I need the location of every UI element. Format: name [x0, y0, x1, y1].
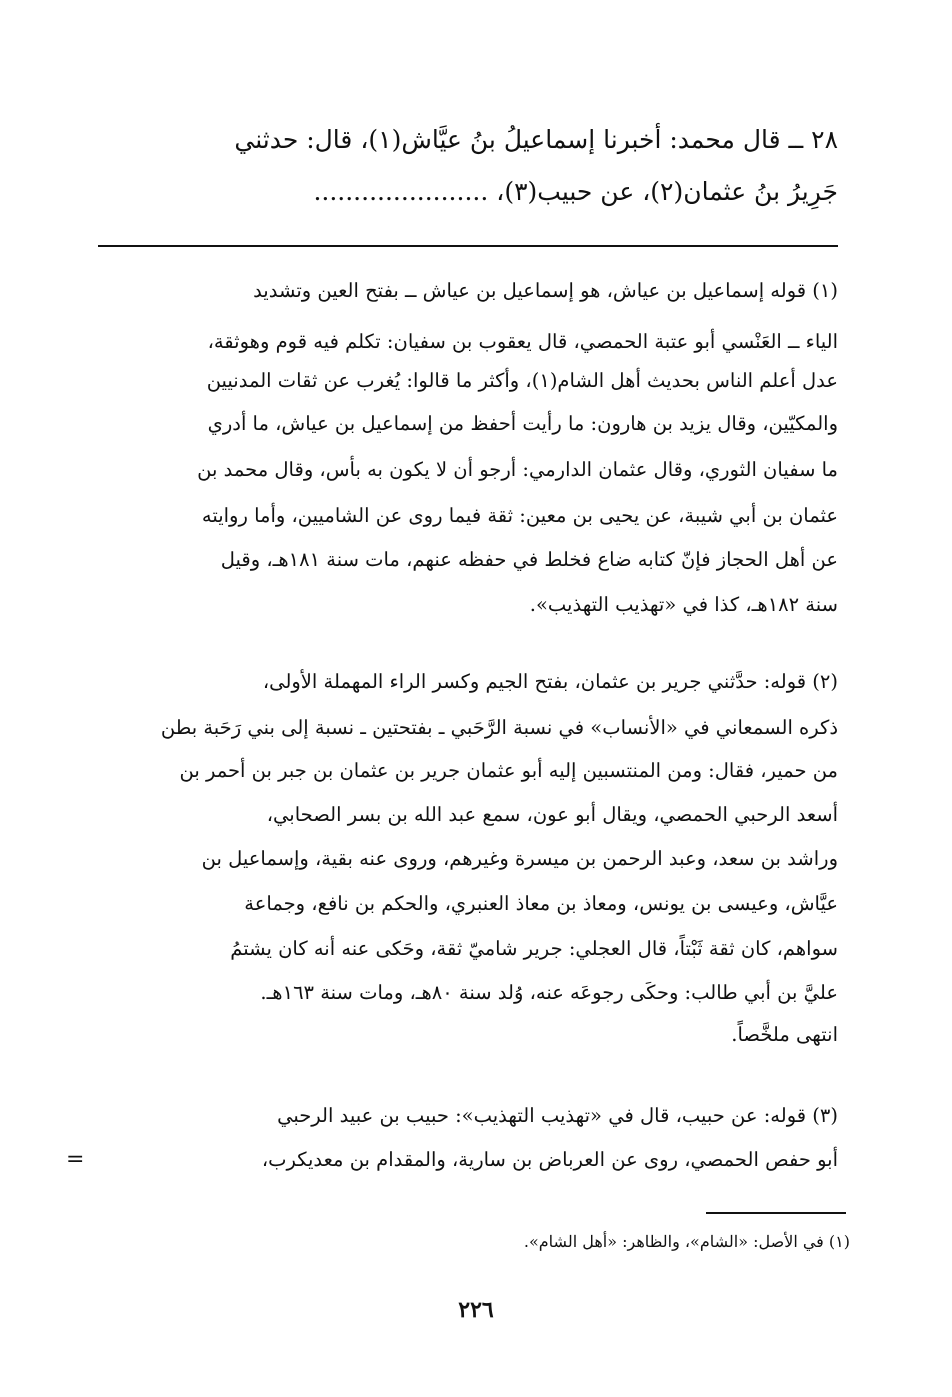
- footnote-2-line-9: انتهى ملخَّصاً.: [731, 1023, 838, 1046]
- main-divider-rule: [98, 245, 838, 247]
- footnote-2-line-1: (٢) قوله: حدَّثني جرير بن عثمان، بفتح الجيم وكسر الراء المهملة الأولى،: [262, 670, 838, 693]
- footnote-1-line-7: عن أهل الحجاز فإنّ كتابه ضاع فخلط في حفظه عنهم، مات سنة ١٨١هـ، وقيل: [220, 548, 838, 571]
- footnote-2-line-2: ذكره السمعاني في «الأنساب» في نسبة الرَّحَبي ـ بفتحتين ـ نسبة إلى بني رَحَبة بطن: [160, 716, 838, 739]
- footnote-1-line-3: عدل أعلم الناس بحديث أهل الشام(١)، وأكثر ما قالوا: يُغرب عن ثقات المدنيين: [206, 369, 838, 392]
- footnote-3-line-2: أبو حفص الحمصي، روى عن العرباض بن سارية، والمقدام بن معديكرب،: [261, 1148, 838, 1171]
- page-number: ٢٢٦: [458, 1297, 494, 1323]
- footnote-2-line-7: سواهم، كان ثقة ثَبْتاً، قال العجلي: جرير شاميّ ثقة، وحَكى عنه أنه كان يشتمُ: [230, 937, 838, 960]
- footnote-1-line-1: (١) قوله إسماعيل بن عياش، هو إسماعيل بن عياش ــ بفتح العين وتشديد: [253, 279, 838, 302]
- footnote-1-line-8: سنة ١٨٢هـ، كذا في «تهذيب التهذيب».: [529, 593, 838, 616]
- footnote-2-line-5: وراشد بن سعد، وعبد الرحمن بن ميسرة وغيرهم، وروى عنه بقية، وإسماعيل بن: [201, 847, 838, 870]
- footnote-divider-rule: [706, 1212, 846, 1214]
- footnote-1-line-4: والمكيّين، وقال يزيد بن هارون: ما رأيت أحفظ من إسماعيل بن عياش، ما أدري: [207, 412, 838, 435]
- bottom-footnote: (١) في الأصل: «الشام»، والظاهر: «أهل الشام».: [523, 1232, 850, 1251]
- main-passage-line-1: ٢٨ ــ قال محمد: أخبرنا إسماعيلُ بنُ عيَّاش(١)، قال: حدثني: [234, 125, 838, 154]
- main-passage-line-2-text: جَرِيرُ بنُ عثمان(٢)، عن حبيب(٣)،: [496, 177, 838, 206]
- footnote-1-line-6: عثمان بن أبي شيبة، عن يحيى بن معين: ثقة فيما روى عن الشاميين، وأما روايته: [201, 504, 838, 527]
- main-passage-line-2: [98, 165, 838, 219]
- footnote-2-line-6: عيَّاش، وعيسى بن يونس، ومعاذ بن معاذ العنبري، والحكم بن نافع، وجماعة: [244, 892, 838, 915]
- footnote-2-line-8: عليَّ بن أبي طالب: وحكَى رجوعَه عنه، وُلد سنة ٨٠هـ، ومات سنة ١٦٣هـ.: [260, 981, 838, 1004]
- continuation-mark: =: [66, 1147, 85, 1172]
- footnote-2-line-4: أسعد الرحبي الحمصي، ويقال أبو عون، سمع عبد الله بن بسر الصحابي،: [266, 803, 838, 826]
- footnote-1-line-2: الياء ــ العَنْسي أبو عتبة الحمصي، قال يعقوب بن سفيان: تكلم فيه قوم وهوثقة،: [207, 330, 838, 353]
- footnote-1-line-5: ما سفيان الثوري، وقال عثمان الدارمي: أرجو أن لا يكون به بأس، وقال محمد بن: [197, 458, 838, 481]
- ellipsis-dots: ......................: [313, 177, 489, 206]
- footnote-3-line-1: (٣) قوله: عن حبيب، قال في «تهذيب التهذيب»: حبيب بن عبيد الرحبي: [277, 1104, 838, 1127]
- footnote-2-line-3: من حمير، فقال: ومن المنتسبين إليه أبو عثمان جرير بن عثمان بن جبر بن أحمر بن: [179, 759, 838, 782]
